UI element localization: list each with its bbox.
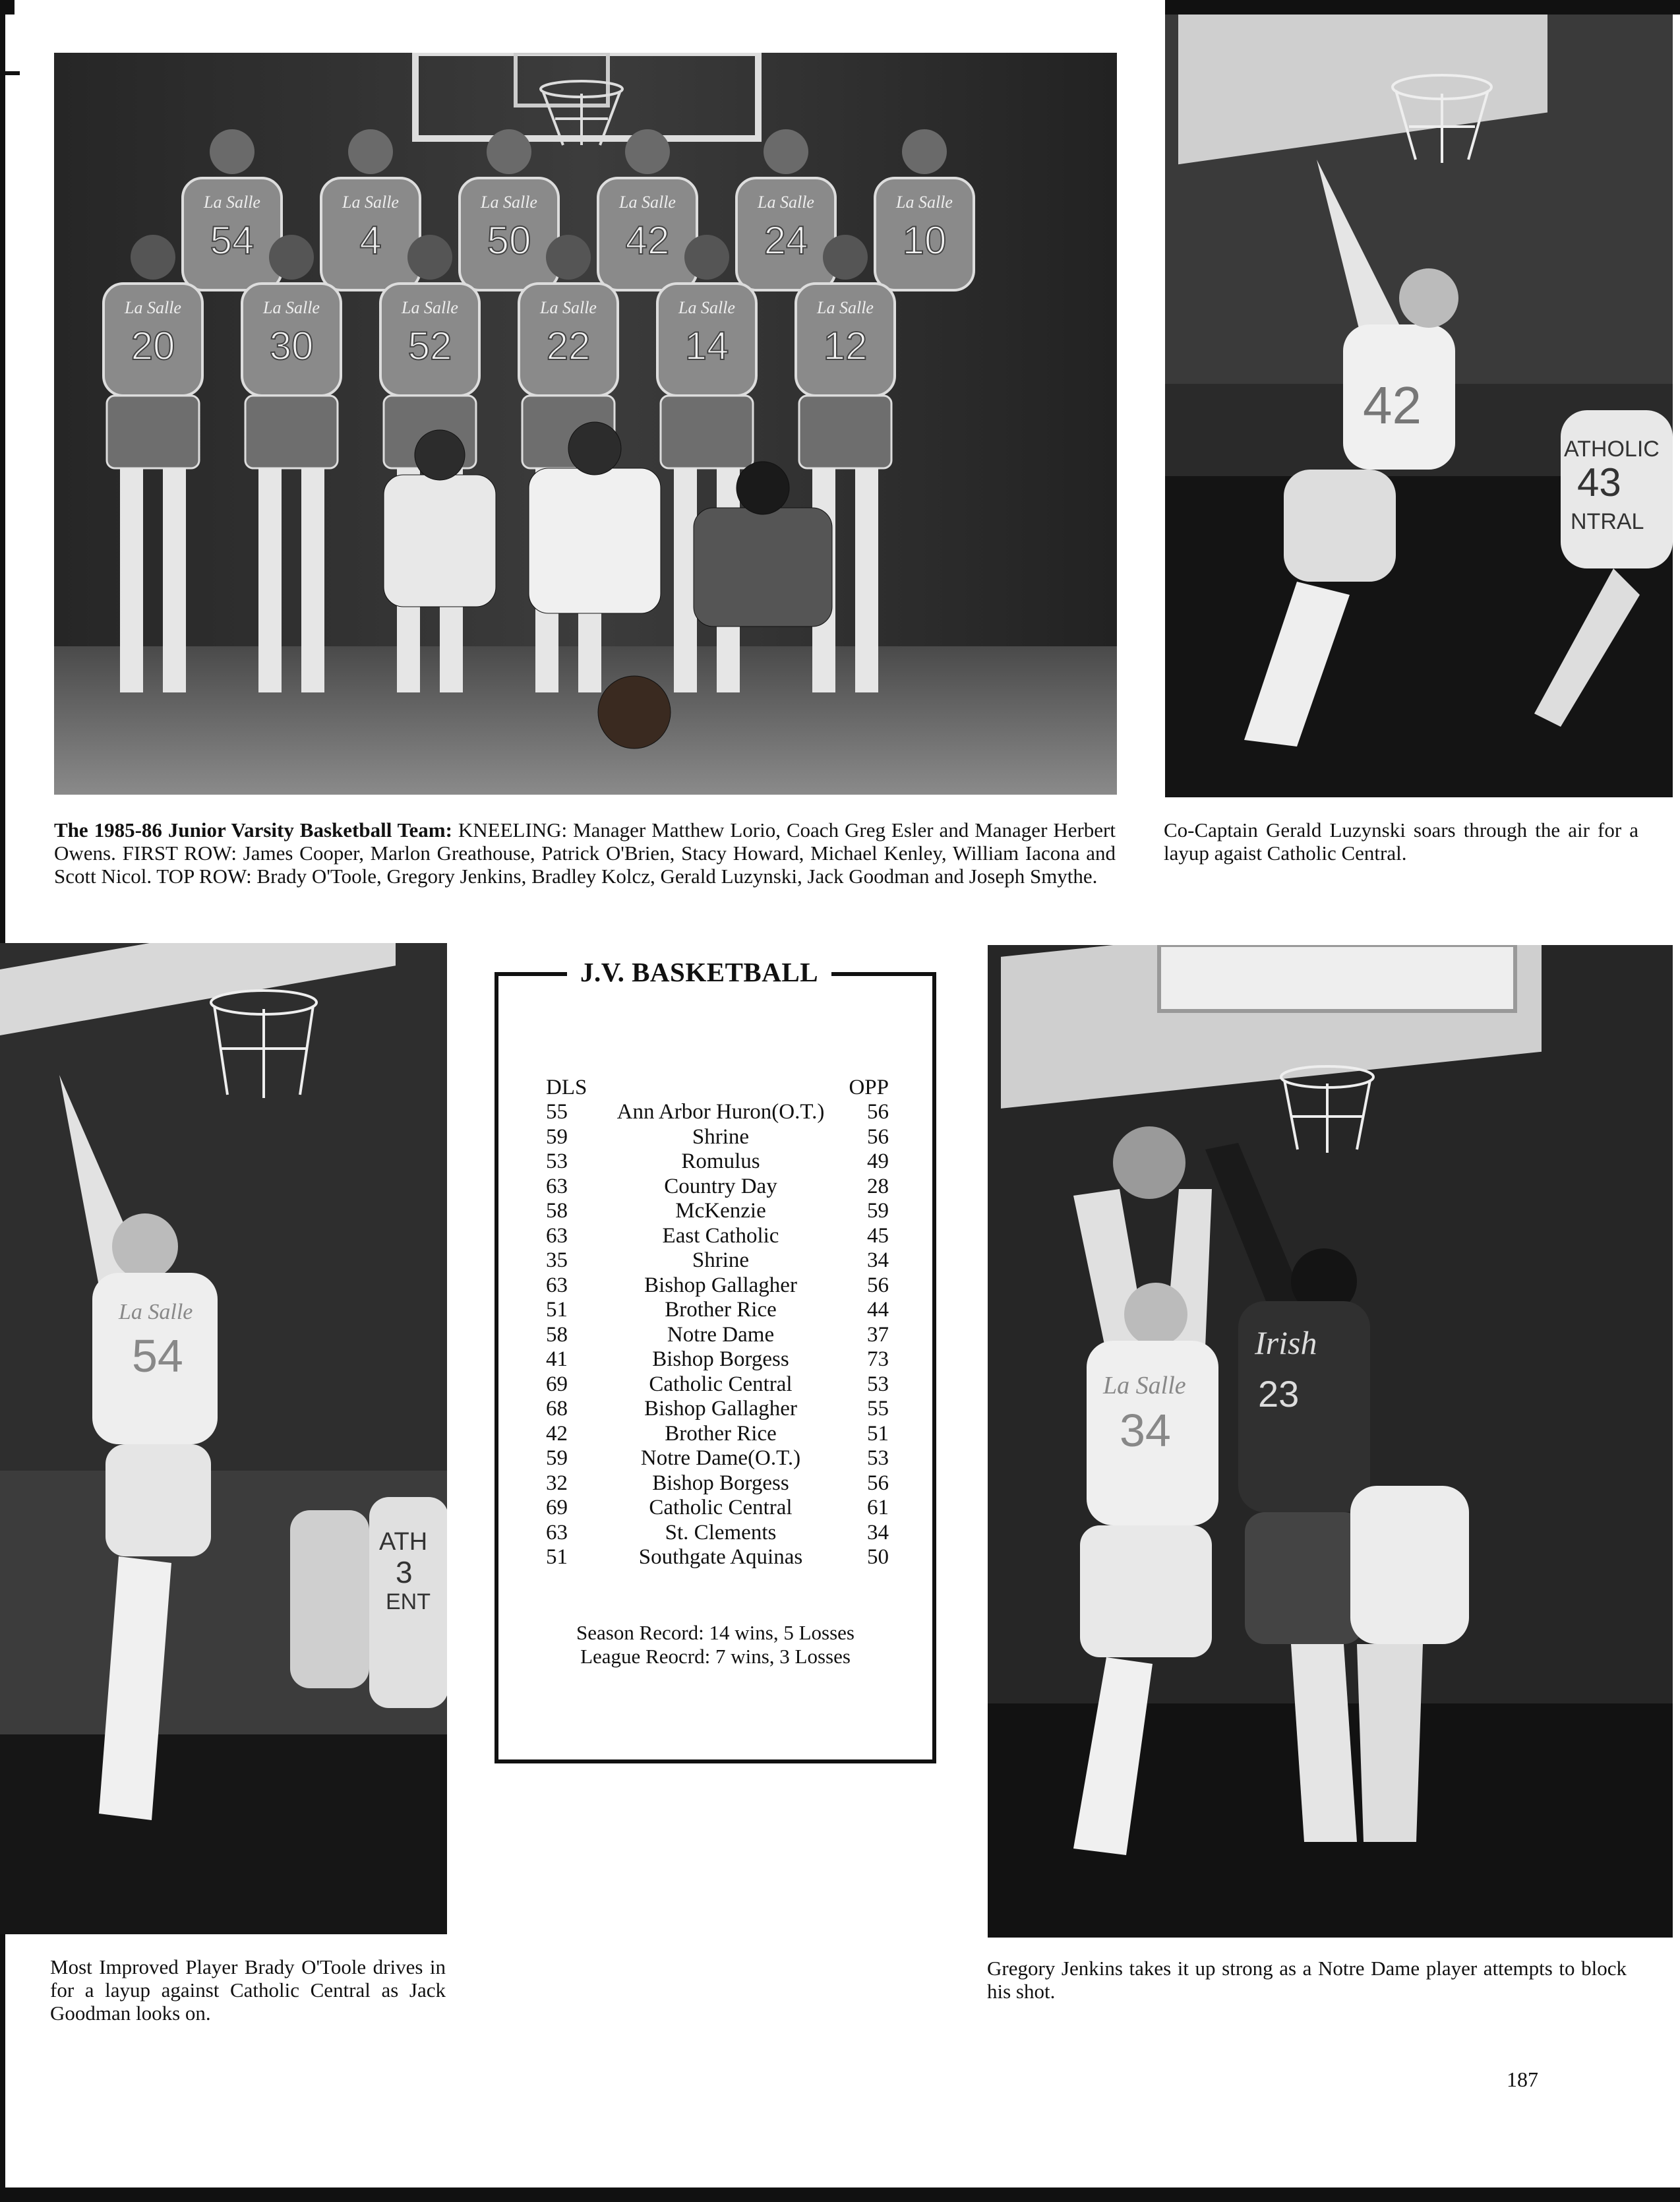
game-opponent: McKenzie [675, 1199, 766, 1223]
game-opponent: Bishop Borgess [652, 1347, 789, 1371]
game-dls-score: 55 [546, 1100, 568, 1124]
jersey-number: 52 [407, 324, 452, 368]
jersey-script: La Salle [619, 193, 676, 212]
game-row [546, 1323, 889, 1348]
layup-top-caption: Co-Captain Gerald Luzynski soars through the air for a layup agaist Catholic Central. [1164, 818, 1638, 865]
jersey-script: La Salle [896, 193, 953, 212]
jersey-script: La Salle [678, 298, 735, 317]
game-opponent: Bishop Borgess [652, 1471, 789, 1495]
game-dls-score: 58 [546, 1322, 568, 1347]
game-opponent: Bishop Gallagher [644, 1273, 797, 1297]
jersey-number: 20 [131, 324, 175, 368]
game-opp-score: 34 [867, 1520, 889, 1544]
game-opponent: East Catholic [662, 1223, 779, 1248]
jersey-number: 14 [684, 324, 729, 368]
team-caption-body: KNEELING: Manager Matthew Lorio, Coach Greg Esler and Manager Herbert Owens. FIRST ROW: James Cooper, Marlon Greathouse, Patrick O'Brien, Stacy Howard, Michael Kenley, William Iacona and Scott Nicol. TOP ROW: Brady O'Toole, Gregory Jenkins, Bradley Kolcz, Gerald Luzynski, Jack Goodman and Joseph Smythe. [54, 818, 1116, 888]
game-dls-score: 42 [546, 1421, 568, 1446]
column-header-opp: OPP [849, 1076, 889, 1099]
jersey-number: 34 [1120, 1405, 1171, 1456]
layup-left-caption: Most Improved Player Brady O'Toole drives in for a layup against Catholic Central as Jack Goodman looks on. [50, 1955, 446, 2025]
game-opp-score: 53 [867, 1372, 889, 1396]
jersey-script: La Salle [481, 193, 537, 212]
game-row [546, 1149, 889, 1175]
jersey-number: 42 [625, 218, 670, 262]
game-opp-score: 59 [867, 1199, 889, 1223]
jersey-text: ATHOLIC [1564, 437, 1660, 462]
team-photo [54, 53, 1117, 795]
game-opponent: Catholic Central [649, 1496, 793, 1519]
jersey-script: La Salle [758, 193, 814, 212]
block-photo-graphic [988, 945, 1673, 1938]
jersey-number: 30 [269, 324, 314, 368]
game-dls-score: 69 [546, 1496, 568, 1519]
team-photo-graphic [54, 53, 1117, 795]
jersey-script: La Salle [119, 1300, 193, 1324]
game-opponent: Brother Rice [665, 1298, 777, 1322]
game-row [546, 1125, 889, 1150]
game-opponent: Brother Rice [665, 1421, 777, 1446]
game-row [546, 1521, 889, 1546]
page-border-bottom [0, 2187, 1680, 2202]
jersey-text: ENT [386, 1589, 431, 1614]
game-dls-score: 51 [546, 1298, 568, 1322]
jersey-number: 10 [902, 218, 947, 262]
game-row [546, 1100, 889, 1125]
block-caption: Gregory Jenkins takes it up strong as a Notre Dame player attempts to block his shot. [987, 1957, 1627, 2003]
team-photo-caption [54, 818, 1116, 888]
game-opponent: Bishop Gallagher [644, 1397, 797, 1421]
game-opp-score: 56 [867, 1273, 889, 1297]
jersey-script: La Salle [263, 298, 320, 317]
layup-photo-left-graphic [0, 943, 447, 1934]
game-opponent: Romulus [681, 1149, 760, 1173]
jersey-script: La Salle [1103, 1372, 1186, 1399]
jersey-script: La Salle [402, 298, 458, 317]
jersey-number: 12 [823, 324, 868, 368]
game-row [546, 1298, 889, 1323]
jersey-script: Irish [1255, 1324, 1317, 1361]
jersey-number: 3 [396, 1555, 413, 1589]
layup-photo-top-graphic [1165, 15, 1673, 797]
game-row [546, 1175, 889, 1200]
game-opponent: St. Clements [665, 1520, 777, 1544]
game-dls-score: 68 [546, 1397, 568, 1421]
jersey-script: La Salle [540, 298, 597, 317]
game-opp-score: 50 [867, 1545, 889, 1569]
game-opp-score: 28 [867, 1174, 889, 1198]
column-header-dls: DLS [546, 1076, 587, 1099]
game-dls-score: 32 [546, 1471, 568, 1495]
game-dls-score: 69 [546, 1372, 568, 1396]
game-row [546, 1446, 889, 1471]
game-opponent: Shrine [692, 1248, 750, 1272]
jersey-number: 54 [132, 1330, 183, 1382]
game-opp-score: 73 [867, 1347, 889, 1371]
game-dls-score: 58 [546, 1199, 568, 1223]
game-opp-score: 53 [867, 1446, 889, 1470]
game-opp-score: 49 [867, 1149, 889, 1173]
game-row [546, 1372, 889, 1397]
games-list [546, 1100, 889, 1570]
jersey-number: 22 [546, 324, 591, 368]
season-record: Season Record: 14 wins, 5 Losses [576, 1621, 855, 1644]
game-row [546, 1273, 889, 1299]
jersey-script: La Salle [817, 298, 874, 317]
schedule-box [495, 957, 936, 1763]
game-opponent: Southgate Aquinas [638, 1545, 803, 1569]
game-opp-score: 37 [867, 1322, 889, 1347]
jersey-number: 43 [1577, 460, 1621, 505]
jersey-number: 54 [210, 218, 255, 262]
game-opp-score: 56 [867, 1100, 889, 1124]
page-number: 187 [1507, 2067, 1538, 2091]
game-dls-score: 53 [546, 1149, 568, 1173]
block-photo [988, 945, 1673, 1938]
basketball-icon [1113, 1126, 1185, 1199]
game-dls-score: 63 [546, 1520, 568, 1544]
game-row [546, 1545, 889, 1570]
game-opp-score: 55 [867, 1397, 889, 1421]
game-row [546, 1397, 889, 1422]
game-dls-score: 63 [546, 1273, 568, 1297]
game-dls-score: 59 [546, 1124, 568, 1149]
layup-photo-top [1165, 15, 1673, 797]
game-row [546, 1224, 889, 1249]
game-dls-score: 35 [546, 1248, 568, 1272]
game-opponent: Country Day [664, 1174, 777, 1198]
game-opponent: Shrine [692, 1124, 750, 1149]
game-dls-score: 59 [546, 1446, 568, 1470]
jersey-number: 23 [1258, 1373, 1300, 1415]
jersey-number: 50 [487, 218, 531, 262]
game-row [546, 1248, 889, 1273]
page-border-gap [15, 0, 1165, 15]
jersey-script: La Salle [204, 193, 260, 212]
game-dls-score: 51 [546, 1545, 568, 1569]
game-opponent: Catholic Central [649, 1372, 793, 1396]
layup-photo-left [0, 943, 447, 1934]
game-row [546, 1422, 889, 1447]
game-opponent: Ann Arbor Huron(O.T.) [616, 1100, 825, 1124]
game-row [546, 1347, 889, 1372]
basketball-icon [598, 676, 671, 749]
game-opp-score: 51 [867, 1421, 889, 1446]
jersey-number: 24 [764, 218, 808, 262]
team-caption-lead: The 1985-86 Junior Varsity Basketball Team: [54, 818, 452, 841]
game-dls-score: 41 [546, 1347, 568, 1371]
margin-mark [0, 71, 20, 75]
jersey-script: La Salle [342, 193, 399, 212]
game-opp-score: 56 [867, 1124, 889, 1149]
jersey-number: 4 [359, 218, 382, 262]
game-opponent: Notre Dame(O.T.) [640, 1446, 801, 1470]
jersey-text: NTRAL [1571, 509, 1644, 534]
game-row [546, 1471, 889, 1496]
league-record: League Reocrd: 7 wins, 3 Losses [580, 1645, 851, 1668]
game-row [546, 1496, 889, 1521]
game-dls-score: 63 [546, 1174, 568, 1198]
game-opp-score: 44 [867, 1298, 889, 1322]
game-opp-score: 56 [867, 1471, 889, 1495]
game-opponent: Notre Dame [667, 1322, 775, 1347]
game-opp-score: 34 [867, 1248, 889, 1272]
game-opp-score: 45 [867, 1223, 889, 1248]
jersey-text: ATH [379, 1528, 428, 1556]
jersey-script: La Salle [125, 298, 181, 317]
schedule-title: J.V. BASKETBALL [567, 955, 831, 989]
game-dls-score: 63 [546, 1223, 568, 1248]
game-row [546, 1199, 889, 1224]
jersey-number: 42 [1363, 376, 1422, 435]
game-opp-score: 61 [867, 1496, 889, 1519]
